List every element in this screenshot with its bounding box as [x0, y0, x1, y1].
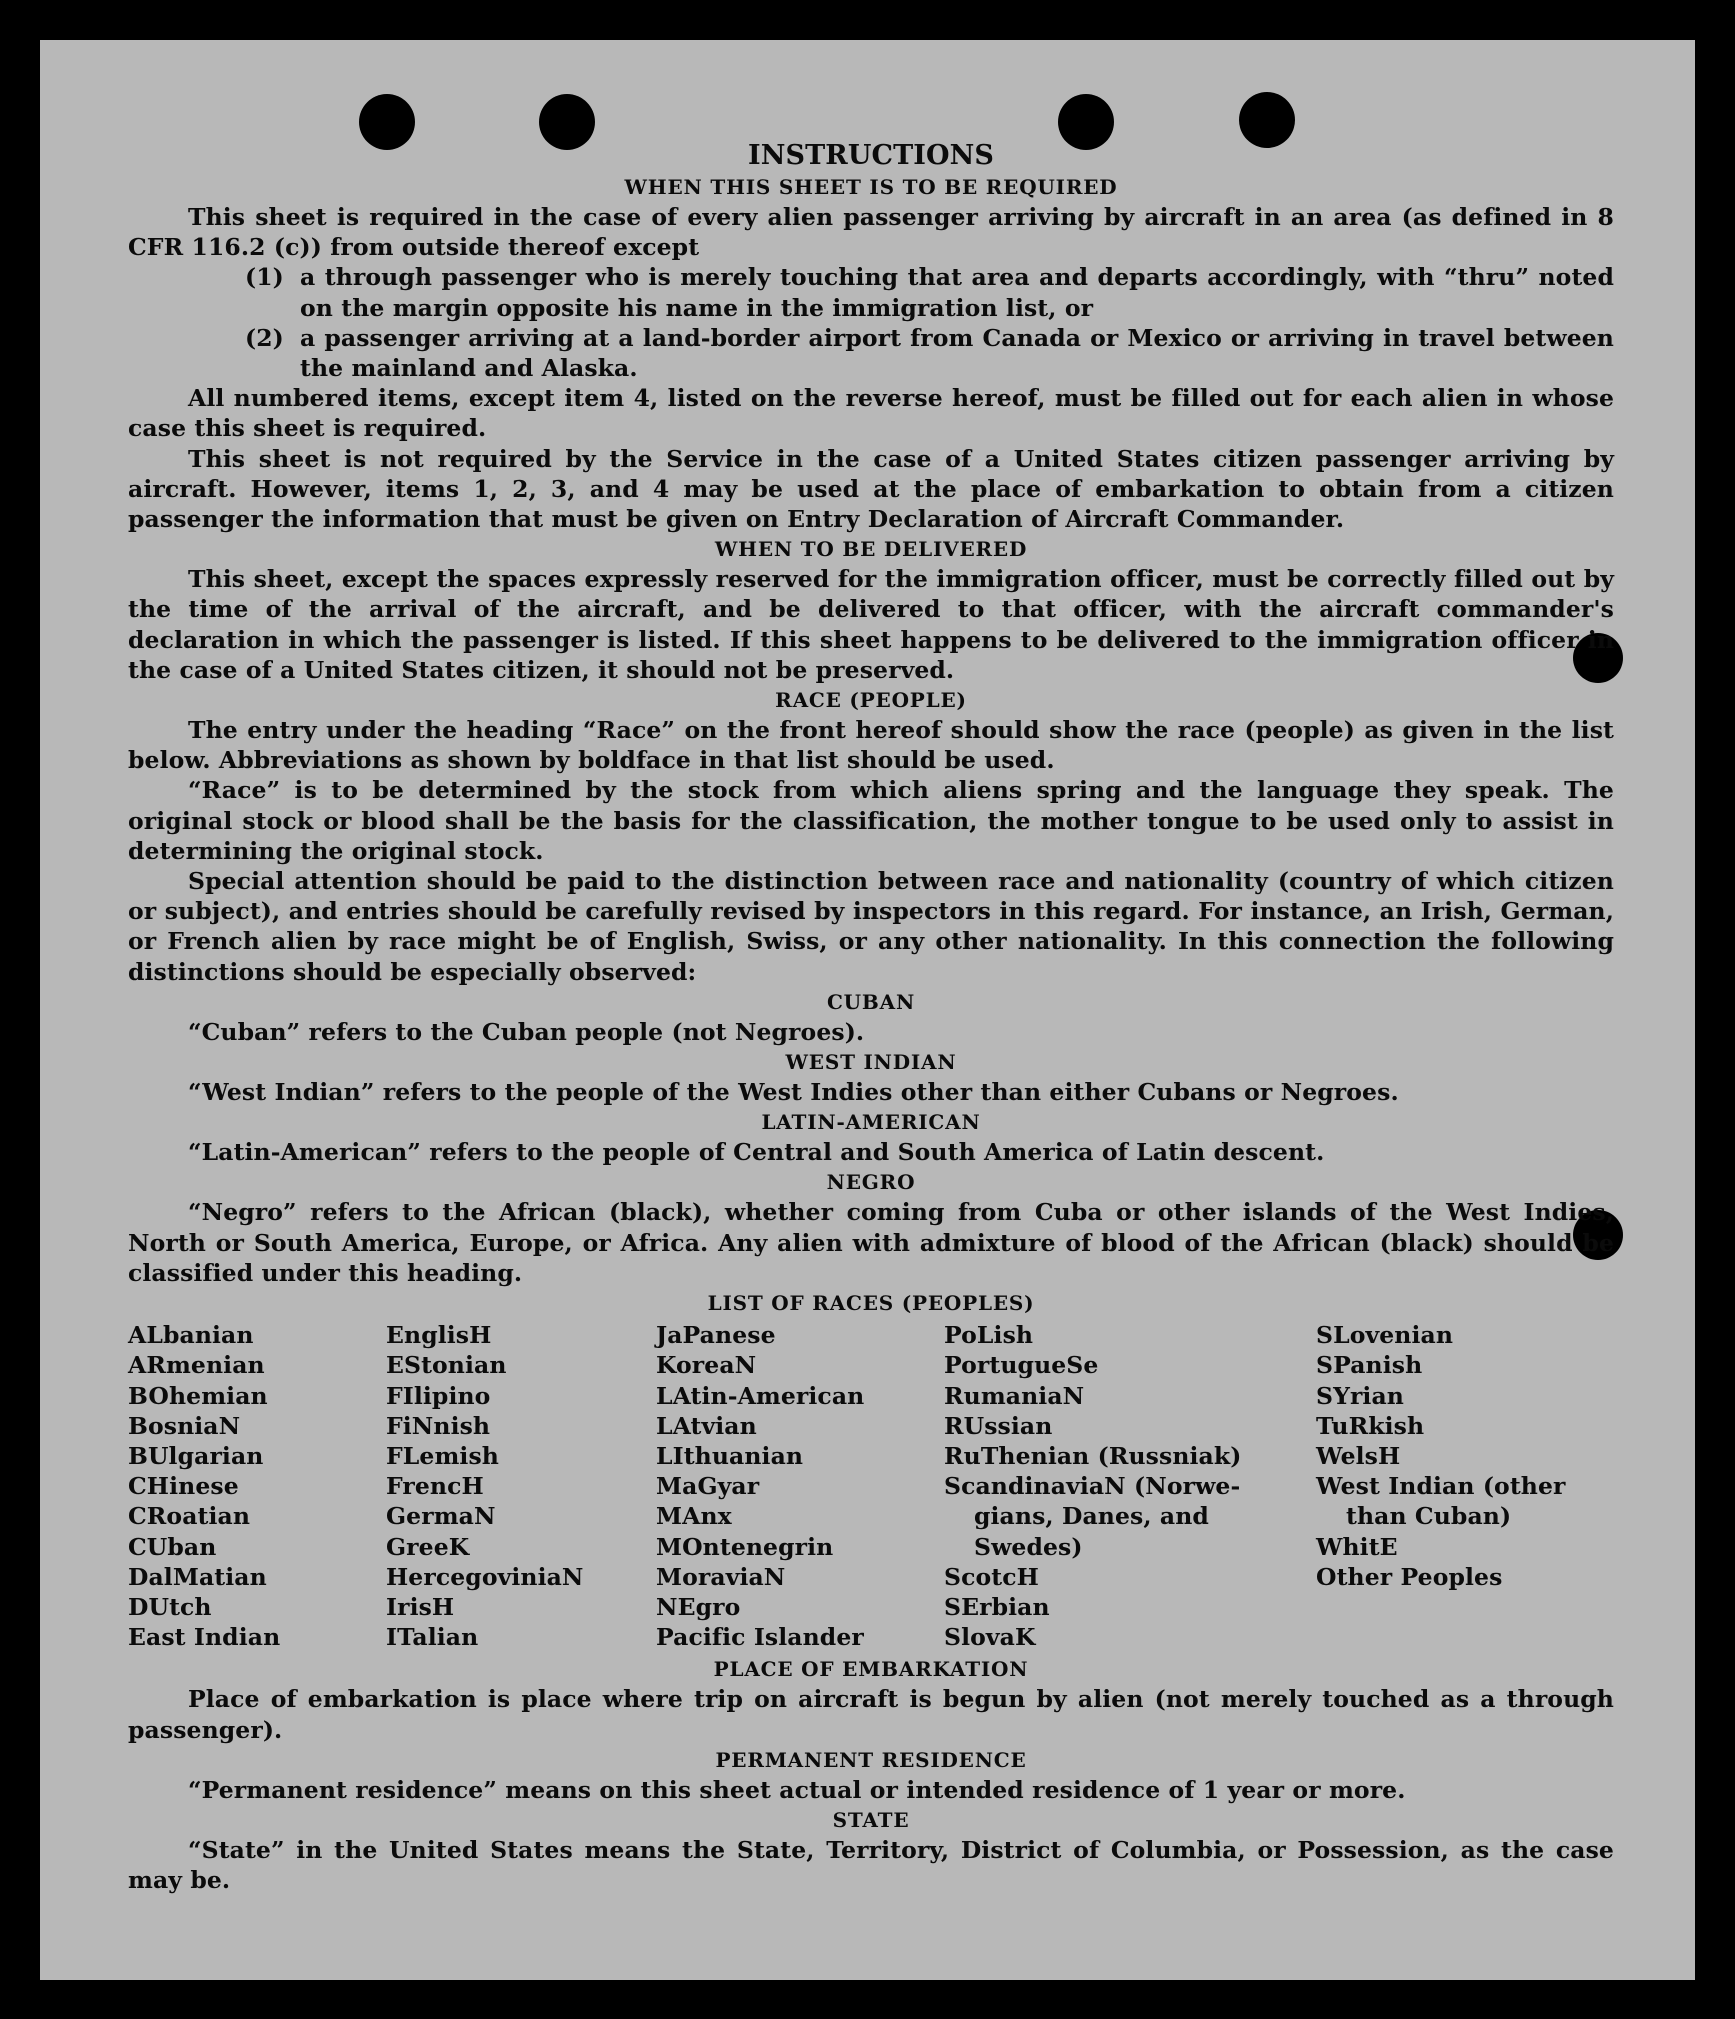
- race-entry: RumaniaN: [944, 1381, 1085, 1410]
- section-heading: STATE: [832, 1807, 910, 1832]
- paragraph: “Cuban” refers to the Cuban people (not Negroes).: [188, 1017, 865, 1046]
- race-entry: LAtvian: [656, 1411, 757, 1440]
- race-entry: SlovaK: [944, 1623, 1036, 1652]
- race-entry: than Cuban): [1346, 1502, 1512, 1531]
- paragraph: Special attention should be paid to the distinction between race and nationality (country of which citizen or subject), and entries should be carefully revised by inspectors in this regard. For instance, an Irish, German, or French alien by race might be of English, Swiss, or any other nationality. In this connection the following distinctions should be especially observed:: [128, 867, 1614, 986]
- section-heading: WHEN TO BE DELIVERED: [714, 537, 1028, 562]
- races-list: [128, 1320, 1614, 1652]
- section-heading: WHEN THIS SHEET IS TO BE REQUIRED: [624, 175, 1118, 199]
- race-entry: GermaN: [386, 1502, 496, 1531]
- race-entry: WelsH: [1316, 1441, 1401, 1470]
- paragraph: “Permanent residence” means on this sheet actual or intended residence of 1 year or more.: [188, 1775, 1406, 1804]
- race-entry: CUban: [128, 1532, 217, 1561]
- paragraph: “West Indian” refers to the people of the West Indies other than either Cubans or Negroes.: [188, 1078, 1399, 1107]
- race-entry: SPanish: [1316, 1351, 1423, 1380]
- race-entry: Swedes): [974, 1532, 1083, 1561]
- paragraph: “State” in the United States means the State, Territory, District of Columbia, or Possession, as the case may be.: [128, 1835, 1614, 1895]
- race-entry: gians, Danes, and: [974, 1502, 1209, 1531]
- race-entry: ScotcH: [944, 1562, 1039, 1591]
- paragraph: Place of embarkation is place where trip on aircraft is begun by alien (not merely touched as a through passenger).: [128, 1685, 1614, 1744]
- race-entry: East Indian: [128, 1623, 281, 1652]
- paragraph: “Race” is to be determined by the stock from which aliens spring and the language they speak. The original stock or blood shall be the basis for the classification, the mother tongue to be used only to assist in determining the original stock.: [128, 776, 1614, 865]
- race-entry: RuThenian (Russniak): [944, 1441, 1242, 1470]
- race-entry: HercegoviniaN: [386, 1562, 584, 1591]
- race-entry: DalMatian: [128, 1562, 267, 1591]
- paragraph: “Negro” refers to the African (black), whether coming from Cuba or other islands of the West Indies, North or South America, Europe, or Africa. Any alien with admixture of blood of the African (black) should be classified under this heading.: [128, 1198, 1614, 1287]
- race-entry: MOntenegrin: [656, 1532, 834, 1561]
- race-entry: PoLish: [944, 1321, 1034, 1350]
- race-entry: SYrian: [1316, 1381, 1404, 1410]
- item-number: (2): [245, 323, 284, 352]
- race-entry: Other Peoples: [1316, 1562, 1503, 1591]
- section-heading: PERMANENT RESIDENCE: [715, 1747, 1027, 1772]
- race-entry: FIlipino: [386, 1381, 491, 1410]
- item-text: a passenger arriving at a land-border airport from Canada or Mexico or arriving in travel between the mainland and Alaska.: [300, 323, 1614, 383]
- section-heading: NEGRO: [826, 1170, 916, 1195]
- section-heading: LATIN-AMERICAN: [761, 1110, 981, 1135]
- section-heading: CUBAN: [826, 989, 916, 1014]
- race-entry: MAnx: [656, 1502, 732, 1531]
- race-entry: LAtin-American: [656, 1381, 865, 1410]
- race-entry: FLemish: [386, 1441, 499, 1470]
- race-entry: DUtch: [128, 1592, 212, 1621]
- race-entry: ITalian: [386, 1623, 479, 1652]
- race-entry: TuRkish: [1316, 1411, 1425, 1440]
- paragraph: “Latin-American” refers to the people of Central and South America of Latin descent.: [188, 1138, 1325, 1167]
- item-number: (1): [245, 263, 284, 292]
- race-entry: CRoatian: [128, 1502, 251, 1531]
- race-entry: LIthuanian: [656, 1441, 804, 1470]
- race-entry: ScandinaviaN (Norwe-: [944, 1472, 1241, 1501]
- paragraph: All numbered items, except item 4, listed on the reverse hereof, must be filled out for each alien in whose case this sheet is required.: [128, 384, 1614, 443]
- race-entry: MoraviaN: [656, 1562, 786, 1591]
- race-entry: PortugueSe: [944, 1351, 1099, 1380]
- paragraph: This sheet is required in the case of every alien passenger arriving by aircraft in an area (as defined in 8 CFR 116.2 (c)) from outside thereof except: [128, 203, 1614, 262]
- instructions-body: [128, 140, 1614, 1895]
- section-heading: LIST OF RACES (PEOPLES): [707, 1291, 1035, 1316]
- race-entry: RUssian: [944, 1411, 1053, 1440]
- race-entry: FiNnish: [386, 1411, 491, 1440]
- list-item: [128, 262, 1614, 322]
- race-entry: ALbanian: [128, 1321, 254, 1350]
- race-entry: SErbian: [944, 1592, 1050, 1621]
- race-entry: ARmenian: [128, 1351, 265, 1380]
- race-entry: CHinese: [128, 1472, 239, 1501]
- race-entry: GreeK: [386, 1532, 470, 1561]
- race-entry: BUlgarian: [128, 1441, 264, 1470]
- race-entry: BosniaN: [128, 1411, 241, 1440]
- race-entry: MaGyar: [656, 1472, 760, 1501]
- race-entry: NEgro: [656, 1592, 741, 1621]
- race-entry: KoreaN: [656, 1351, 757, 1380]
- list-item: [128, 323, 1614, 383]
- race-entry: IrisH: [386, 1592, 455, 1621]
- race-entry: [1316, 1592, 1566, 1622]
- race-entry: West Indian (other: [1316, 1472, 1566, 1501]
- paragraph: The entry under the heading “Race” on the front hereof should show the race (people) as given in the list below. Abbreviations as shown by boldface in that list should be used.: [128, 716, 1614, 775]
- section-heading: WEST INDIAN: [785, 1050, 957, 1075]
- document-page: [40, 40, 1695, 1980]
- section-heading: PLACE OF EMBARKATION: [713, 1657, 1029, 1682]
- item-text: a through passenger who is merely touching that area and departs accordingly, with “thru” noted on the margin opposite his name in the immigration list, or: [300, 263, 1614, 322]
- race-entry: BOhemian: [128, 1381, 268, 1410]
- section-heading: RACE (PEOPLE): [775, 688, 967, 713]
- race-entry: WhitE: [1316, 1532, 1398, 1561]
- race-entry: Pacific Islander: [656, 1623, 864, 1652]
- race-entry: FrencH: [386, 1472, 484, 1501]
- paragraph: This sheet, except the spaces expressly reserved for the immigration officer, must be correctly filled out by the time of the arrival of the aircraft, and be delivered to that officer, with the aircraft commander's declaration in which the passenger is listed. If this sheet happens to be delivered to the immigration officer in the case of a United States citizen, it should not be preserved.: [128, 565, 1614, 684]
- race-entry: EStonian: [386, 1351, 507, 1380]
- race-entry: [1316, 1622, 1566, 1652]
- paragraph: This sheet is not required by the Service in the case of a United States citizen passenger arriving by aircraft. However, items 1, 2, 3, and 4 may be used at the place of embarkation to obtain from a citizen passenger the information that must be given on Entry Declaration of Aircraft Commander.: [128, 444, 1614, 534]
- page-title: INSTRUCTIONS: [748, 140, 994, 171]
- race-entry: EnglisH: [386, 1321, 492, 1350]
- race-entry: SLovenian: [1316, 1321, 1454, 1350]
- race-entry: JaPanese: [656, 1321, 776, 1350]
